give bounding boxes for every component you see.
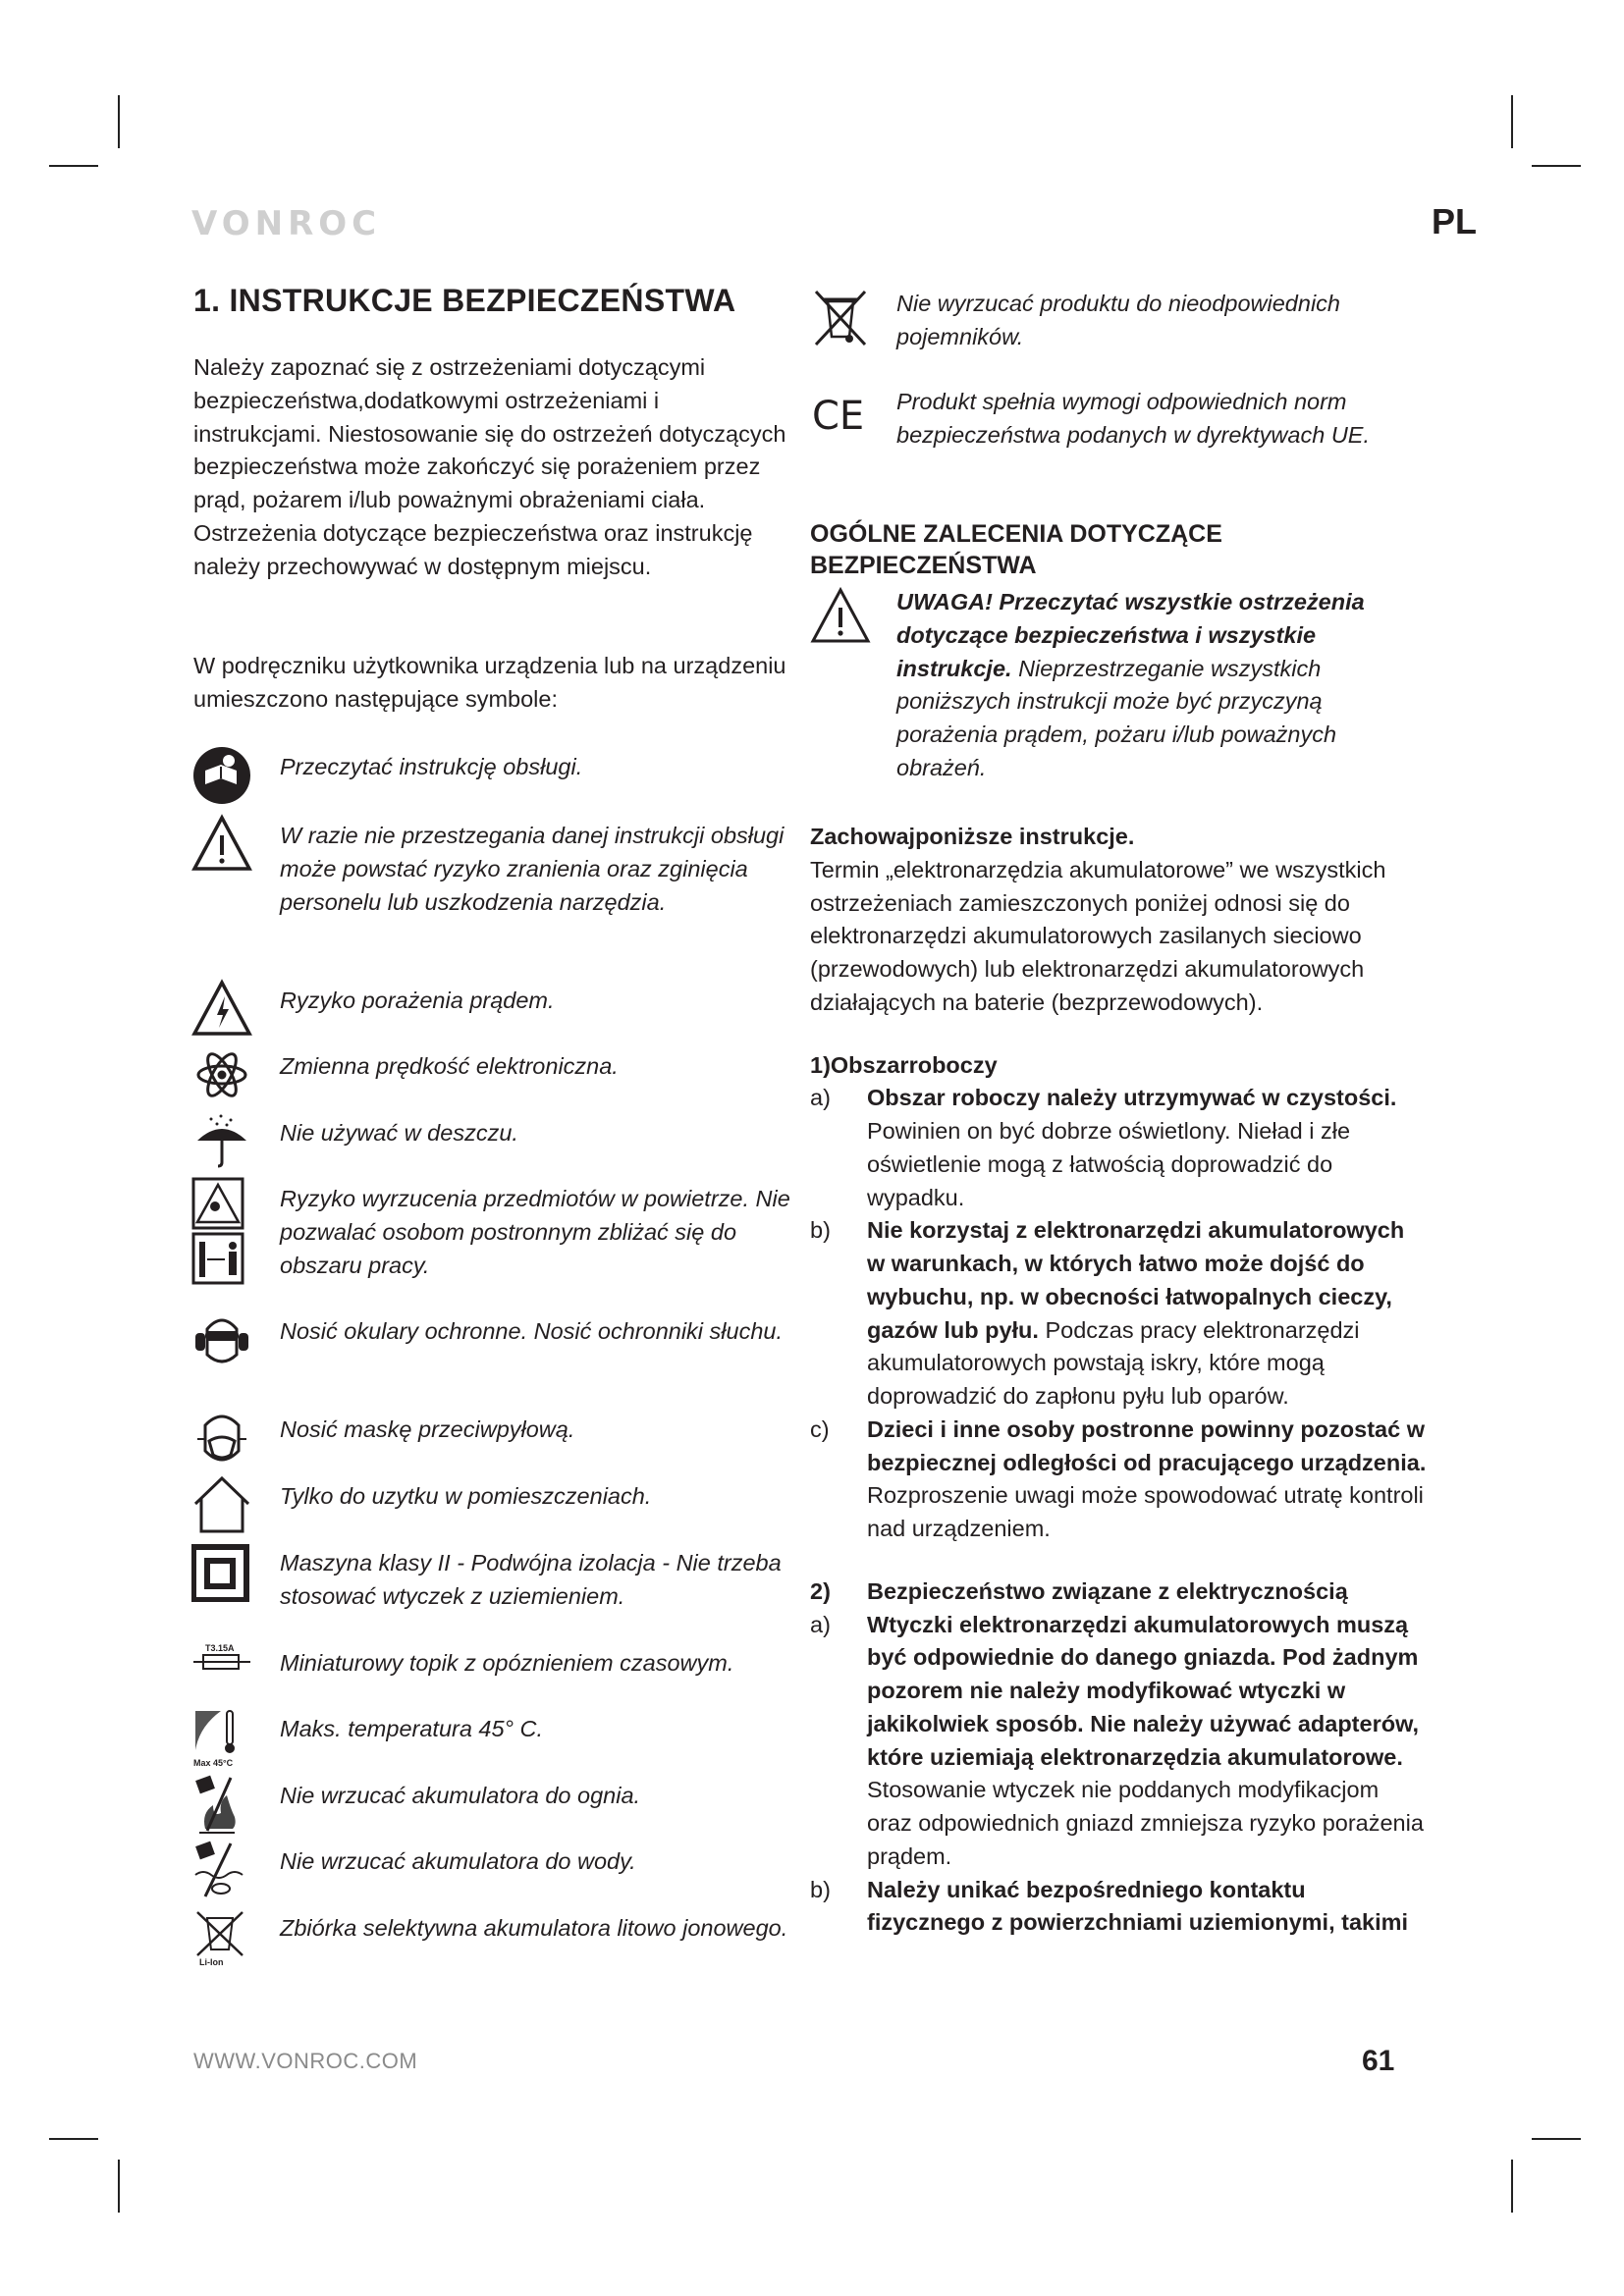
symbol-row: Nosić okulary ochronne. Nosić ochronniki słuchu. [191, 1315, 790, 1370]
no-fire-battery-icon [191, 1774, 252, 1835]
fuse-icon [191, 1641, 252, 1702]
general-safety-heading: OGÓLNE ZALECENIA DOTYCZĄCE BEZPIECZEŃSTWA [810, 520, 1222, 579]
warning-bold: UWAGA! Przeczytać wszystkie ostrzeżenia dotyczące bezpieczeństwa i wszystkie instrukcje. [896, 589, 1365, 681]
safety-instructions [810, 821, 1427, 1940]
dust-mask-icon [191, 1408, 252, 1468]
symbol-row: Li-Ion Zbiórka selektywna akumulatora litowo jonowego. [191, 1912, 790, 1967]
crop-mark [1511, 95, 1513, 148]
crop-mark [1532, 2138, 1581, 2140]
warning-text: Nieprzestrzeganie wszystkich poniższych instrukcji może być przyczyną porażenia prądem, pożaru i/lub poważnych obrażeń. [896, 655, 1337, 780]
symbol-row: Nie wrzucać akumulatora do wody. [191, 1845, 790, 1900]
symbol-row: Tylko do uzytku w pomieszczeniach. [191, 1480, 790, 1535]
svg-text:T3.15A: T3.15A [205, 1643, 235, 1653]
no-rain-umbrella-icon [191, 1111, 252, 1172]
footer-website: WWW.VONROC.COM [193, 2049, 418, 2073]
double-insulation-icon [191, 1541, 252, 1602]
term-paragraph: Termin „elektronarzędzia akumulatorowe” we wszystkich ostrzeżeniach zamieszczonych poniżej odnosi się do elektronarzędzi akumulatorowych zasilanych sieciowo (przewodowych) lub elektronarzędzi akumulatorowych działających na baterie (bezprzewodowych). [810, 856, 1386, 1015]
intro-paragraph: Należy zapoznać się z ostrzeżeniami dotyczącymi bezpieczeństwa,dodatkowymi ostrzeżeniami i instrukcjami. Niestosowanie się do ostrzeżeń dotyczących bezpieczeństwa może zakończyć się porażeniem przez prąd, pożarem i/lub poważnymi obrażeniami ciała. Ostrzeżenia dotyczące bezpieczeństwa oraz instrukcję należy przechowywać w dostępnym miejscu. [193, 354, 786, 579]
symbol-row: Nie wrzucać akumulatora do ognia. [191, 1780, 790, 1835]
symbol-row: CE Produkt spełnia wymogi odpowiednich norm bezpieczeństwa podanych w dyrektywach UE. [810, 386, 1429, 453]
symbol-row: Ryzyko wyrzucenia przedmiotów w powietrze. Nie pozwalać osobom postronnym zbliżać się do obszaru pracy. [191, 1183, 790, 1285]
list-item: c) Dzieci i inne osoby postronne powinny pozostać w bezpiecznej odległości od pracującego urządzenia. Rozproszenie uwagi może spowodować utratę kontroli nad urządzeniem. [810, 1415, 1427, 1541]
crop-mark [118, 95, 120, 148]
page-number: 61 [1362, 2045, 1395, 2077]
symbol-row: Nie wyrzucać produktu do nieodpowiednich pojemników. [810, 288, 1429, 354]
list-item: b) Należy unikać bezpośredniego kontaktu fizycznego z powierzchniami uziemionymi, takimi [810, 1876, 1409, 1936]
crop-mark [49, 2138, 98, 2140]
read-manual-icon [191, 745, 252, 806]
list-item: a) Obszar roboczy należy utrzymywać w czystości. Powinien on być dobrze oświetlony. Nieład i złe oświetlenie mogą z łatwością doprowadzić do wypadku. [810, 1085, 1397, 1210]
list-item: a) Wtyczki elektronarzędzi akumulatorowych muszą być odpowiednie do danego gniazda. Pod żadnym pozorem nie należy modyfikować wtyczki w jakikolwiek sposób. Nie należy używać adapterów, które uziemiają elektronarzędzia akumulatorowe. Stosowanie wtyczek nie poddanych modyfikacjom oraz odpowiednich gniazd zmniejsza ryzyko porażenia prądem. [810, 1611, 1424, 1869]
vonroc-logo: VONROC [191, 204, 382, 243]
symbol-row: Maszyna klasy II - Podwójna izolacja - Nie trzeba stosować wtyczek z uziemieniem. [191, 1547, 790, 1614]
symbol-row: T3.15A Miniaturowy topik z opóznieniem czasowym. [191, 1647, 790, 1702]
svg-text:Max 45°C: Max 45°C [193, 1758, 234, 1768]
electric-shock-icon [191, 979, 252, 1040]
keep-instructions-heading: Zachowajponiższe instrukcje. [810, 824, 1135, 849]
electrical-safety-heading: 2) Bezpieczeństwo związane z elektrycznością [810, 1577, 1348, 1604]
language-code: PL [1432, 201, 1478, 241]
section-title: 1. INSTRUKCJE BEZPIECZEŃSTWA [193, 283, 736, 318]
symbol-row: Max 45°C Maks. temperatura 45° C. [191, 1713, 790, 1768]
symbol-row: Ryzyko porażenia prądem. [191, 985, 790, 1040]
symbol-row: Nosić maskę przeciwpyłową. [191, 1414, 790, 1468]
max-temperature-icon [191, 1707, 252, 1768]
li-ion-recycle-icon [191, 1906, 252, 1967]
goggles-earmuffs-icon [191, 1309, 252, 1370]
crop-mark [1532, 165, 1581, 167]
indoor-house-icon [191, 1474, 252, 1535]
crossed-bin-icon [810, 288, 871, 348]
list-item: b) Nie korzystaj z elektronarzędzi akumulatorowych w warunkach, w których łatwo może dojść do wybuchu, np. w obecności łatwopalnych cieczy, gazów lub pyłu. Podczas pracy elektronarzędzi akumulatorowych powstają iskry, które mogą doprowadzić do zapłonu pyłu lub oparów. [810, 1217, 1405, 1409]
flying-objects-distance-icon [191, 1177, 252, 1285]
crop-mark [49, 165, 98, 167]
atom-speed-icon [191, 1044, 252, 1105]
ce-mark-icon [810, 386, 871, 447]
crop-mark [118, 2160, 120, 2213]
symbol-row: W razie nie przestzegania danej instrukcji obsługi może powstać ryzyko zranienia oraz zginięcia personelu lub uszkodzenia narzędzia. [191, 820, 790, 919]
work-area-heading: 1)Obszarroboczy [810, 1051, 998, 1078]
no-water-battery-icon [191, 1840, 252, 1900]
svg-text:Li-Ion: Li-Ion [199, 1957, 224, 1967]
warning-triangle-icon [191, 814, 252, 875]
symbol-row: Zmienna prędkość elektroniczna. [191, 1050, 790, 1105]
warning-triangle-icon [810, 586, 871, 647]
warning-block [810, 586, 1429, 785]
symbols-intro: W podręczniku użytkownika urządzenia lub na urządzeniu umieszczono następujące symbole: [193, 653, 786, 712]
symbol-row: Nie używać w deszczu. [191, 1117, 790, 1172]
symbol-row: Przeczytać instrukcję obsługi. [191, 751, 790, 806]
svg-text:CE: CE [812, 394, 865, 439]
crop-mark [1511, 2160, 1513, 2213]
